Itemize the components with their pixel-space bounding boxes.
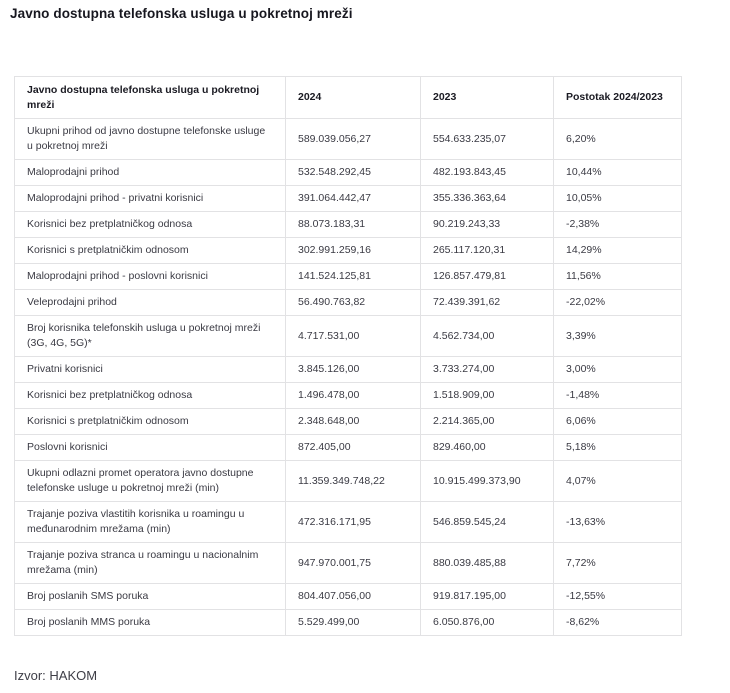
metric-cell: Broj poslanih MMS poruka bbox=[15, 610, 286, 636]
percentage-cell: 7,72% bbox=[554, 543, 682, 584]
metric-cell: Trajanje poziva vlastitih korisnika u roamingu u međunarodnim mrežama (min) bbox=[15, 502, 286, 543]
percentage-cell: -1,48% bbox=[554, 383, 682, 409]
value-2023-cell: 6.050.876,00 bbox=[421, 610, 554, 636]
table-body bbox=[15, 119, 682, 636]
table-row bbox=[15, 119, 682, 160]
value-2023-cell: 72.439.391,62 bbox=[421, 290, 554, 316]
value-2023-cell: 919.817.195,00 bbox=[421, 584, 554, 610]
col-header-2023: 2023 bbox=[421, 77, 554, 119]
table-row bbox=[15, 160, 682, 186]
percentage-cell: 5,18% bbox=[554, 435, 682, 461]
metric-cell: Korisnici s pretplatničkim odnosom bbox=[15, 238, 286, 264]
table-row bbox=[15, 435, 682, 461]
percentage-cell: 4,07% bbox=[554, 461, 682, 502]
metric-cell: Maloprodajni prihod - poslovni korisnici bbox=[15, 264, 286, 290]
value-2024-cell: 947.970.001,75 bbox=[286, 543, 421, 584]
table-header-row bbox=[15, 77, 682, 119]
value-2024-cell: 4.717.531,00 bbox=[286, 316, 421, 357]
value-2024-cell: 2.348.648,00 bbox=[286, 409, 421, 435]
value-2024-cell: 532.548.292,45 bbox=[286, 160, 421, 186]
table-row bbox=[15, 383, 682, 409]
metric-cell: Broj poslanih SMS poruka bbox=[15, 584, 286, 610]
metric-cell: Broj korisnika telefonskih usluga u pokretnoj mreži (3G, 4G, 5G)* bbox=[15, 316, 286, 357]
table-row bbox=[15, 186, 682, 212]
metric-cell: Trajanje poziva stranca u roamingu u nacionalnim mrežama (min) bbox=[15, 543, 286, 584]
metric-cell: Korisnici s pretplatničkim odnosom bbox=[15, 409, 286, 435]
page-title: Javno dostupna telefonska usluga u pokretnoj mreži bbox=[10, 6, 353, 21]
table-row bbox=[15, 502, 682, 543]
value-2023-cell: 3.733.274,00 bbox=[421, 357, 554, 383]
percentage-cell: 14,29% bbox=[554, 238, 682, 264]
value-2023-cell: 482.193.843,45 bbox=[421, 160, 554, 186]
percentage-cell: -22,02% bbox=[554, 290, 682, 316]
table-row bbox=[15, 357, 682, 383]
value-2023-cell: 554.633.235,07 bbox=[421, 119, 554, 160]
percentage-cell: 3,00% bbox=[554, 357, 682, 383]
value-2024-cell: 11.359.349.748,22 bbox=[286, 461, 421, 502]
value-2024-cell: 872.405,00 bbox=[286, 435, 421, 461]
table-row bbox=[15, 316, 682, 357]
percentage-cell: -2,38% bbox=[554, 212, 682, 238]
value-2024-cell: 3.845.126,00 bbox=[286, 357, 421, 383]
metric-cell: Ukupni prihod od javno dostupne telefonske usluge u pokretnoj mreži bbox=[15, 119, 286, 160]
table-row bbox=[15, 212, 682, 238]
metric-cell: Korisnici bez pretplatničkog odnosa bbox=[15, 212, 286, 238]
percentage-cell: 11,56% bbox=[554, 264, 682, 290]
table-row bbox=[15, 264, 682, 290]
percentage-cell: -12,55% bbox=[554, 584, 682, 610]
value-2024-cell: 472.316.171,95 bbox=[286, 502, 421, 543]
value-2023-cell: 265.117.120,31 bbox=[421, 238, 554, 264]
value-2023-cell: 10.915.499.373,90 bbox=[421, 461, 554, 502]
value-2024-cell: 302.991.259,16 bbox=[286, 238, 421, 264]
value-2023-cell: 2.214.365,00 bbox=[421, 409, 554, 435]
value-2024-cell: 141.524.125,81 bbox=[286, 264, 421, 290]
table-row bbox=[15, 409, 682, 435]
value-2023-cell: 880.039.485,88 bbox=[421, 543, 554, 584]
value-2023-cell: 90.219.243,33 bbox=[421, 212, 554, 238]
value-2023-cell: 546.859.545,24 bbox=[421, 502, 554, 543]
metric-cell: Korisnici bez pretplatničkog odnosa bbox=[15, 383, 286, 409]
table-row bbox=[15, 584, 682, 610]
table-row bbox=[15, 543, 682, 584]
table-row bbox=[15, 290, 682, 316]
value-2024-cell: 804.407.056,00 bbox=[286, 584, 421, 610]
metric-cell: Veleprodajni prihod bbox=[15, 290, 286, 316]
percentage-cell: 10,05% bbox=[554, 186, 682, 212]
table-row bbox=[15, 238, 682, 264]
percentage-cell: 6,20% bbox=[554, 119, 682, 160]
percentage-cell: -8,62% bbox=[554, 610, 682, 636]
value-2024-cell: 589.039.056,27 bbox=[286, 119, 421, 160]
percentage-cell: 3,39% bbox=[554, 316, 682, 357]
value-2024-cell: 5.529.499,00 bbox=[286, 610, 421, 636]
value-2023-cell: 4.562.734,00 bbox=[421, 316, 554, 357]
table-row bbox=[15, 610, 682, 636]
source-note: Izvor: HAKOM bbox=[14, 668, 98, 683]
value-2023-cell: 355.336.363,64 bbox=[421, 186, 554, 212]
metric-cell: Maloprodajni prihod - privatni korisnici bbox=[15, 186, 286, 212]
col-header-percentage: Postotak 2024/2023 bbox=[554, 77, 682, 119]
col-header-2024: 2024 bbox=[286, 77, 421, 119]
value-2024-cell: 391.064.442,47 bbox=[286, 186, 421, 212]
metric-cell: Maloprodajni prihod bbox=[15, 160, 286, 186]
value-2023-cell: 829.460,00 bbox=[421, 435, 554, 461]
value-2024-cell: 88.073.183,31 bbox=[286, 212, 421, 238]
value-2023-cell: 1.518.909,00 bbox=[421, 383, 554, 409]
col-header-metric: Javno dostupna telefonska usluga u pokretnoj mreži bbox=[15, 77, 286, 119]
metric-cell: Ukupni odlazni promet operatora javno dostupne telefonske usluge u pokretnoj mreži (min) bbox=[15, 461, 286, 502]
metric-cell: Privatni korisnici bbox=[15, 357, 286, 383]
percentage-cell: 6,06% bbox=[554, 409, 682, 435]
value-2024-cell: 1.496.478,00 bbox=[286, 383, 421, 409]
telecom-stats-table bbox=[14, 76, 682, 636]
value-2023-cell: 126.857.479,81 bbox=[421, 264, 554, 290]
value-2024-cell: 56.490.763,82 bbox=[286, 290, 421, 316]
table-head bbox=[15, 77, 682, 119]
metric-cell: Poslovni korisnici bbox=[15, 435, 286, 461]
percentage-cell: 10,44% bbox=[554, 160, 682, 186]
percentage-cell: -13,63% bbox=[554, 502, 682, 543]
table-row bbox=[15, 461, 682, 502]
